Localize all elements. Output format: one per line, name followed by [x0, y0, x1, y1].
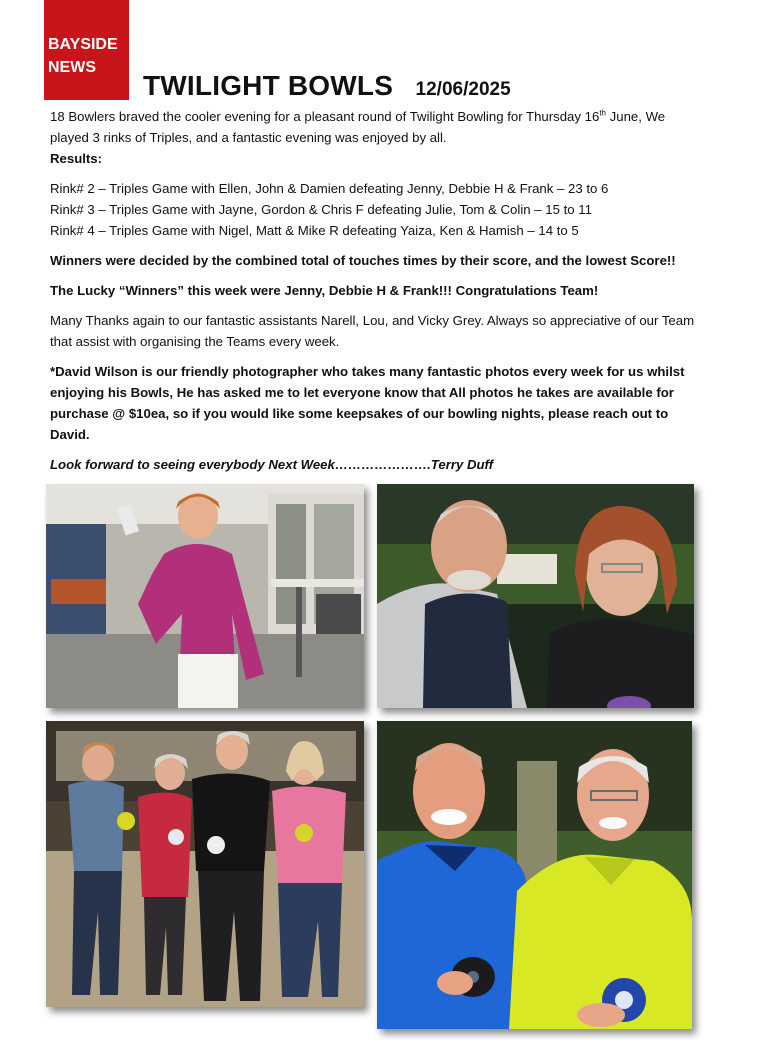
intro-text-2: June, We played 3 rinks of Triples, and a fantastic evening was enjoyed by all. [50, 109, 666, 145]
thanks-paragraph: Many Thanks again to our fantastic assistants Narell, Lou, and Vicky Grey. Always so appreciative of our Team that assist with organising the Teams every week. [50, 313, 695, 349]
article-header [143, 70, 511, 102]
rink-result: Rink# 4 – Triples Game with Nigel, Matt & Mike R defeating Yaiza, Ken & Hamish – 14 to 5 [50, 223, 579, 238]
signoff: Look forward to seeing everybody Next Week………………….Terry Duff [50, 457, 494, 472]
rink-result: Rink# 3 – Triples Game with Jayne, Gordon & Chris F defeating Julie, Tom & Colin – 15 to 11 [50, 202, 592, 217]
intro-paragraph [50, 106, 700, 148]
photographer-note: *David Wilson is our friendly photographer who takes many fantastic photos every week for us whilst enjoying his Bowls, He has asked me to let everyone know that All photos he takes are available for purchase @ $10ea, so if you would like some keepsakes of our bowling nights, please reach out to David. [50, 364, 685, 442]
photo-woman-with-scorecard [46, 484, 364, 708]
bayside-news-badge [44, 0, 129, 100]
badge-line-2: NEWS [48, 59, 96, 76]
badge-line-1: BAYSIDE [48, 36, 118, 53]
rink-result: Rink# 2 – Triples Game with Ellen, John & Damien defeating Jenny, Debbie H & Frank – 23 to 6 [50, 181, 609, 196]
article-date: 12/06/2025 [415, 79, 511, 100]
intro-superscript: th [599, 108, 606, 118]
intro-text-1: 18 Bowlers braved the cooler evening for a pleasant round of Twilight Bowling for Thursday 16 [50, 109, 600, 124]
winners-rule: Winners were decided by the combined total of touches times by their score, and the lowest Score!! [50, 253, 676, 268]
photo-couple-at-night [377, 484, 694, 708]
photo-two-men-with-bowls [377, 721, 692, 1029]
article-title: TWILIGHT BOWLS [143, 70, 394, 101]
photo-four-women-with-bowls [46, 721, 364, 1007]
lucky-winners: The Lucky “Winners” this week were Jenny, Debbie H & Frank!!! Congratulations Team! [50, 283, 599, 298]
results-label: Results: [50, 151, 103, 166]
article-body [50, 106, 700, 475]
